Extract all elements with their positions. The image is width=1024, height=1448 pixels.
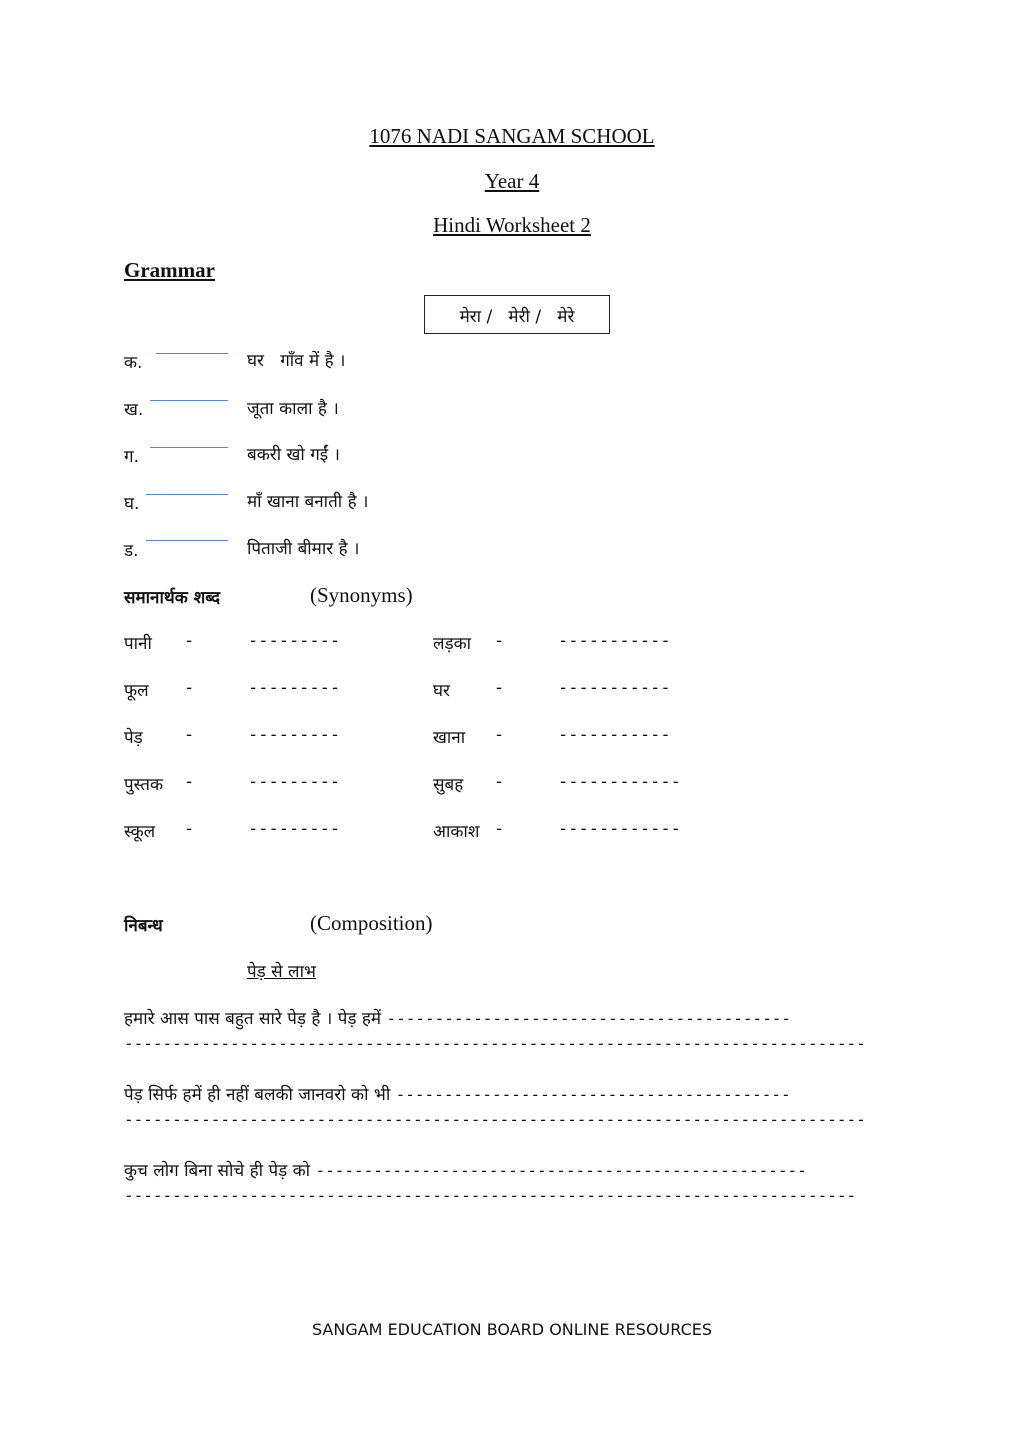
answer-blank[interactable]: --------------------------------------------------- [315,1161,807,1180]
dash-right: - [496,725,503,745]
blank-line[interactable] [150,400,228,401]
answer-line[interactable]: ----------------------------------------------------------------------------- [124,1034,866,1053]
options-box [424,295,610,334]
word-left: फूल [124,681,149,701]
grammar-heading: Grammar [124,258,215,282]
blank-line[interactable] [146,540,228,541]
blank-line[interactable] [156,353,228,354]
dash-left: - [186,678,193,698]
dash-right: - [496,678,503,698]
word-right: घर [433,681,450,701]
item-label: ड. [124,541,139,561]
composition-heading: निबन्ध [124,916,163,936]
prompt-line [124,1082,791,1105]
prompt-text: पेड़ सिर्फ हमें ही नहीं बलकी जानवरो को भी [124,1085,391,1105]
item-label: ख. [124,400,144,420]
dash-right: - [496,819,503,839]
answer-blank-left[interactable]: --------- [248,819,341,839]
footer-text: SANGAM EDUCATION BOARD ONLINE RESOURCES [311,1320,713,1339]
dash-left: - [186,631,193,651]
word-right: लड़का [433,634,472,654]
word-left: स्कूल [124,822,156,842]
word-left: पेड़ [124,728,143,748]
word-right: सुबह [433,775,464,795]
school-name: 1076 NADI SANGAM SCHOOL [369,124,655,148]
answer-blank-left[interactable]: --------- [248,725,341,745]
answer-blank-left[interactable]: --------- [248,678,341,698]
word-left: पानी [124,634,152,654]
answer-line[interactable]: ----------------------------------------------------------------------------- [124,1110,866,1129]
word-right: आकाश [433,822,480,842]
year-label: Year 4 [484,169,540,193]
answer-blank-right[interactable]: ------------ [558,819,681,839]
answer-blank-right[interactable]: ----------- [558,678,671,698]
answer-blank-right[interactable]: ----------- [558,631,671,651]
answer-line[interactable]: ---------------------------------------------------------------------------- [124,1186,857,1205]
answer-blank-right[interactable]: ------------ [558,772,681,792]
answer-blank-left[interactable]: --------- [248,631,341,651]
prompt-text: कुच लोग बिना सोचे ही पेड़ को [124,1161,311,1181]
blank-line[interactable] [146,494,228,495]
prompt-line [124,1006,791,1029]
item-label: ग. [124,447,139,467]
blank-line[interactable] [150,447,228,448]
item-label: घ. [124,494,140,514]
synonyms-subtitle: (Synonyms) [310,583,413,607]
dash-right: - [496,772,503,792]
item-text: जूता काला है । [247,399,339,419]
dash-left: - [186,772,193,792]
word-right: खाना [433,728,466,748]
prompt-line [124,1158,807,1181]
dash-right: - [496,631,503,651]
worksheet-title: Hindi Worksheet 2 [433,213,591,237]
options-text: मेरा / मेरी / मेरे [459,307,575,327]
item-text: माँ खाना बनाती है । [247,492,369,512]
answer-blank-left[interactable]: --------- [248,772,341,792]
composition-subtitle: (Composition) [310,911,433,935]
synonyms-heading: समानार्थक शब्द [124,588,220,608]
answer-blank-right[interactable]: ----------- [558,725,671,745]
answer-blank[interactable]: ----------------------------------------- [395,1085,791,1104]
item-text: बकरी खो गईं । [247,445,341,465]
prompt-text: हमारे आस पास बहुत सारे पेड़ है । पेड़ हमें [124,1009,382,1029]
dash-left: - [186,819,193,839]
dash-left: - [186,725,193,745]
item-label: क. [124,353,143,373]
item-text: घर गाँव में है । [247,351,346,371]
item-text: पिताजी बीमार है । [247,539,360,559]
answer-blank[interactable]: ------------------------------------------ [386,1009,792,1028]
word-left: पुस्तक [124,775,164,795]
composition-topic: पेड़ से लाभ [247,962,316,982]
